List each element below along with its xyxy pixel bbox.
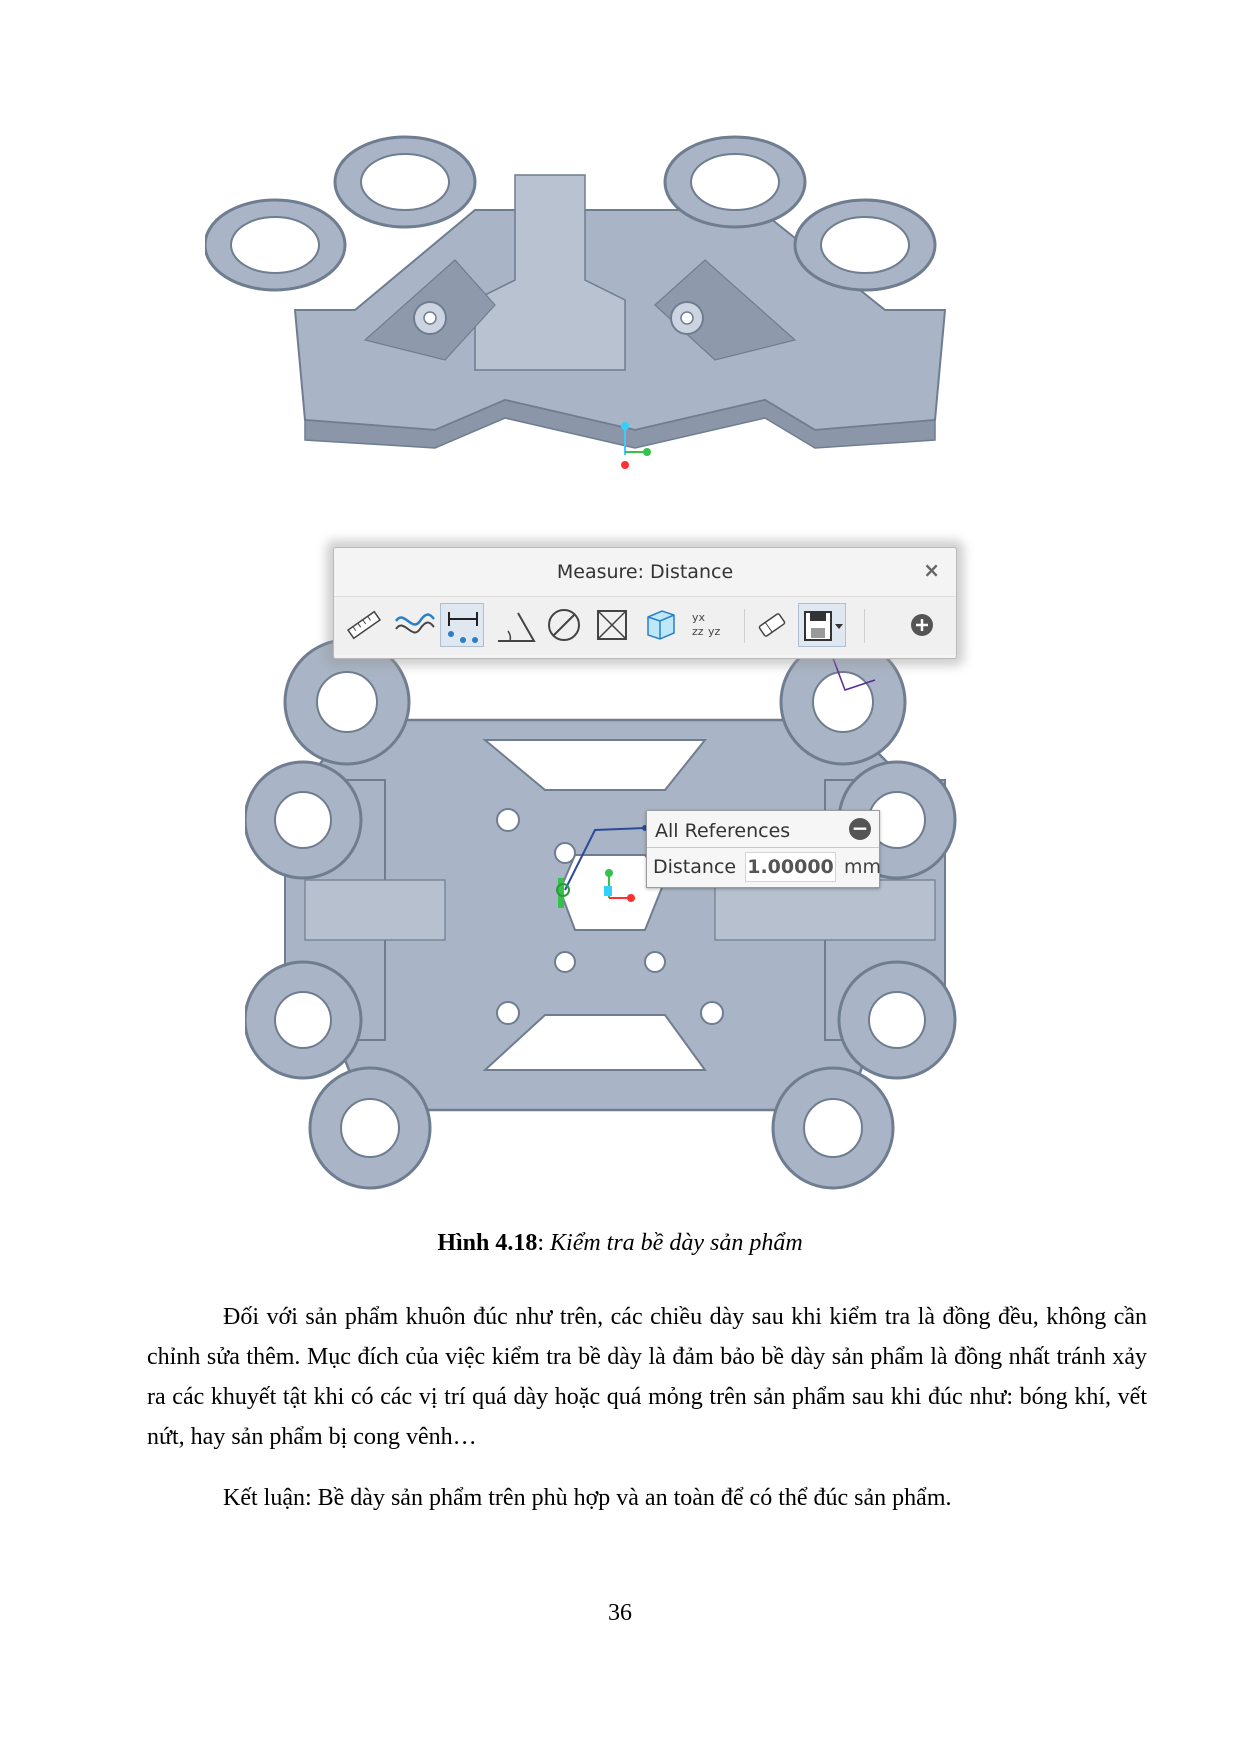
measure-distance-dialog [333, 547, 957, 659]
part-isometric-view [205, 130, 1035, 470]
distance-value: 1.00000 [745, 852, 836, 882]
page-number: 36 [608, 1600, 632, 1626]
volume-icon[interactable] [638, 603, 682, 647]
references-title: All References [655, 820, 791, 842]
part-top-view [245, 640, 985, 1190]
save-icon[interactable] [798, 603, 846, 647]
dialog-header [334, 548, 956, 592]
distance-unit: mm [844, 856, 882, 878]
distance-row [647, 848, 882, 886]
svg-text:yz: yz [708, 625, 721, 638]
body-paragraph-1: Đối với sản phẩm khuôn đúc như trên, các chiều dày sau khi kiểm tra là đồng đều, không cần chỉnh sửa thêm. Mục đích của việc kiểm tra bề dày là đảm bảo bề dày sản phẩm là đồng nhất tránh xảy ra các khuyết tật khi có các vị trí quá dày hoặc quá mỏng trên sản phẩm sau khi đúc như: bóng khí, vết nứt, hay sản phẩm bị cong vênh… [147, 1304, 1147, 1450]
references-header [647, 811, 879, 848]
svg-text:zz: zz [692, 625, 704, 638]
toolbar-separator [744, 609, 745, 643]
distance-icon[interactable] [440, 603, 484, 647]
figure-separator: : [537, 1230, 551, 1256]
diameter-icon[interactable] [542, 603, 586, 647]
body-paragraph-2: Kết luận: Bề dày sản phẩm trên phù hợp và an toàn để có thể đúc sản phẩm. [223, 1485, 952, 1511]
measure-toolbar [334, 596, 956, 655]
figure-caption-text: Kiểm tra bề dày sản phẩm [550, 1230, 803, 1256]
close-button[interactable]: × [923, 558, 940, 582]
collapse-button[interactable]: − [849, 818, 871, 840]
dialog-title: Measure: Distance [556, 561, 734, 583]
svg-text:yx: yx [692, 611, 706, 624]
figure-caption [0, 1230, 1240, 1257]
add-icon[interactable] [900, 603, 944, 647]
curve-length-icon[interactable] [392, 603, 436, 647]
distance-label: Distance [653, 856, 737, 878]
plate-body [285, 720, 945, 1110]
figure-label: Hình 4.18 [437, 1230, 538, 1256]
transform-icon[interactable] [686, 603, 730, 647]
ruler-icon[interactable] [342, 603, 386, 647]
references-callout [646, 810, 880, 888]
eraser-icon[interactable] [750, 603, 794, 647]
angle-icon[interactable] [494, 603, 538, 647]
toolbar-separator [864, 609, 865, 643]
area-icon[interactable] [590, 603, 634, 647]
